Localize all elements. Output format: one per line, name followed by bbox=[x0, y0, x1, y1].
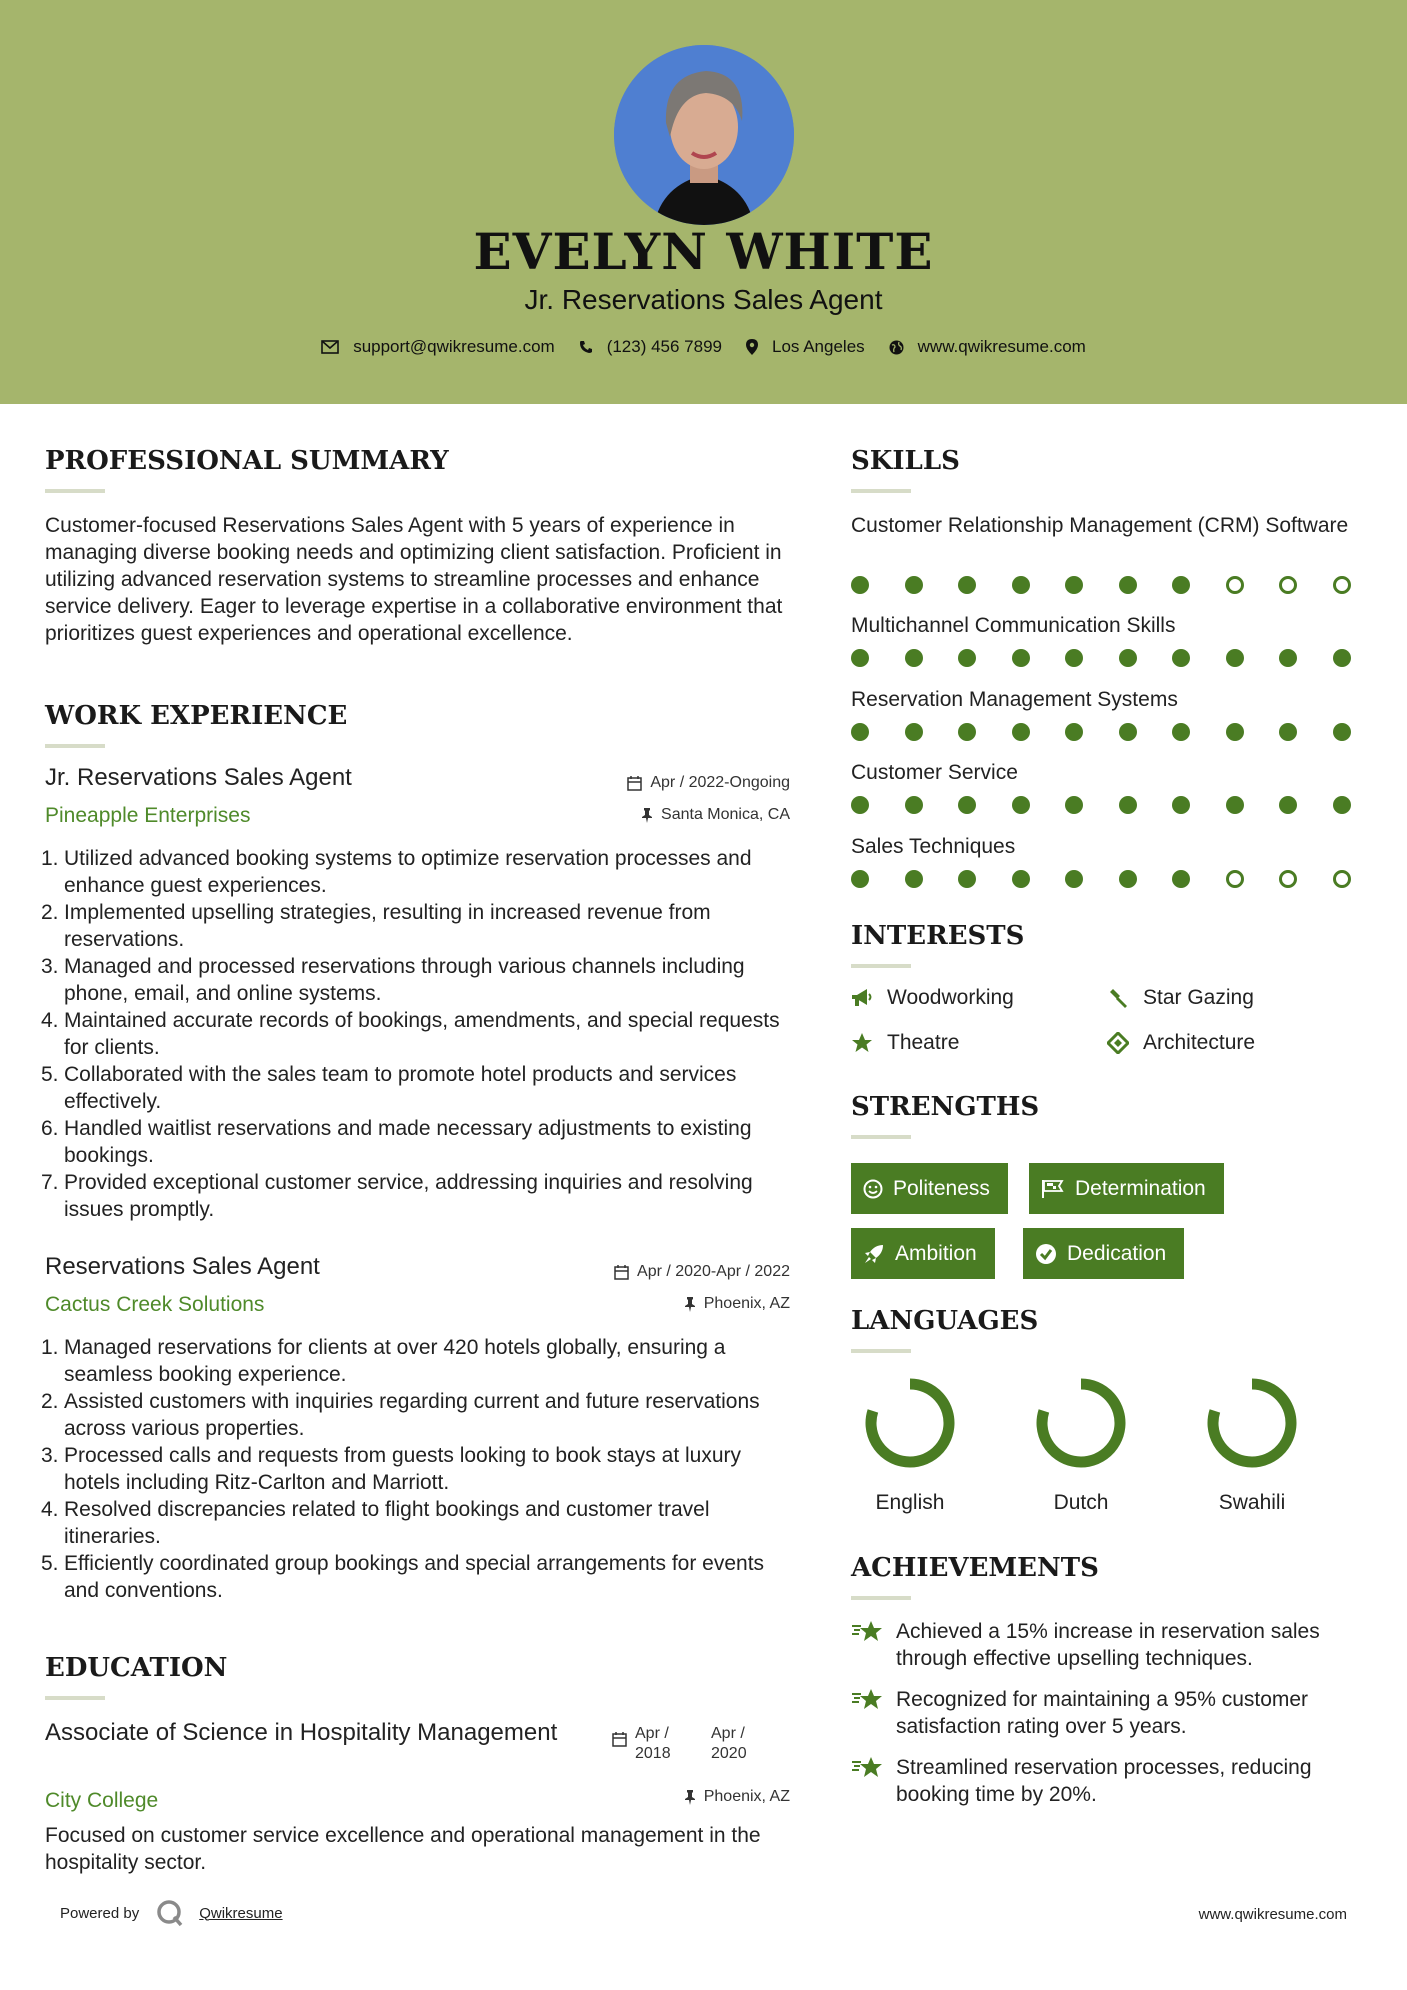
qwikresume-logo-icon bbox=[155, 1898, 185, 1928]
interest-item bbox=[1107, 986, 1254, 1010]
profile-photo bbox=[614, 45, 794, 225]
trophy-star-icon bbox=[851, 1688, 884, 1712]
strength-badge bbox=[851, 1163, 1008, 1214]
summary-underline bbox=[45, 489, 105, 493]
language-name: English bbox=[875, 1491, 945, 1514]
brand-link[interactable]: Qwikresume bbox=[199, 1904, 283, 1922]
education-heading: EDUCATION bbox=[45, 1653, 228, 1683]
strength-label: Politeness bbox=[893, 1176, 990, 1200]
list-item: 7. Provided exceptional customer service, addressing inquiries and resolving issues promptly. bbox=[41, 1171, 753, 1221]
resume-header bbox=[0, 0, 1407, 404]
calendar-icon bbox=[627, 776, 642, 791]
contact-phone[interactable] bbox=[579, 337, 722, 357]
trophy-star-icon bbox=[851, 1620, 884, 1644]
skill-rating bbox=[851, 796, 1351, 814]
skill-dot-filled bbox=[1279, 649, 1297, 667]
footer-powered-by bbox=[60, 1898, 283, 1928]
powered-by-text: Powered by bbox=[60, 1904, 140, 1922]
job-company: Pineapple Enterprises bbox=[45, 804, 251, 827]
phone-text: (123) 456 7899 bbox=[606, 337, 723, 356]
skill-dot-filled bbox=[1279, 723, 1297, 741]
achievement-item bbox=[851, 1618, 1371, 1672]
skill-dot-filled bbox=[905, 870, 923, 888]
list-item: 3. Managed and processed reservations through various channels including phone, email, and online systems. bbox=[41, 955, 745, 1005]
interest-label: Star Gazing bbox=[1143, 986, 1254, 1009]
skill-dot-filled bbox=[1119, 870, 1137, 888]
experience-heading: WORK EXPERIENCE bbox=[45, 701, 348, 731]
envelope-icon bbox=[321, 340, 339, 354]
megaphone-icon bbox=[851, 988, 873, 1008]
achievement-text: Recognized for maintaining a 95% customer satisfaction rating over 5 years. bbox=[896, 1688, 1309, 1738]
list-item: 5. Efficiently coordinated group bookings and special arrangements for events and conventions. bbox=[41, 1552, 765, 1602]
skill-dot-filled bbox=[1172, 649, 1190, 667]
skill-dot-filled bbox=[905, 576, 923, 594]
list-item: 3. Processed calls and requests from guests looking to book stays at luxury hotels including Ritz-Carlton and Marriott. bbox=[41, 1444, 742, 1494]
skill-dot-filled bbox=[1012, 870, 1030, 888]
skill-name: Sales Techniques bbox=[851, 835, 1016, 858]
skill-rating bbox=[851, 870, 1351, 888]
bullet-text: Utilized advanced booking systems to optimize reservation processes and enhance guest experiences. bbox=[64, 847, 752, 897]
skill-dot-empty bbox=[1226, 870, 1244, 888]
rocket-icon bbox=[863, 1243, 885, 1265]
bullet-text: Managed reservations for clients at over 420 hotels globally, ensuring a seamless booking experience. bbox=[64, 1336, 726, 1386]
smile-icon bbox=[863, 1179, 883, 1199]
skill-dot-filled bbox=[851, 870, 869, 888]
job-dates bbox=[540, 1263, 790, 1281]
language-ring-arc bbox=[1042, 1384, 1120, 1462]
summary-text: Customer-focused Reservations Sales Agent with 5 years of experience in managing diverse booking needs and optimizing client satisfaction. Proficient in utilizing advanced reservation systems to streamline processes and enhance service delivery. Eager to leverage expertise in a collaborative environment that prioritizes guest experiences and operational excellence. bbox=[45, 514, 783, 645]
skill-dot-empty bbox=[1226, 576, 1244, 594]
skill-dot-filled bbox=[1333, 649, 1351, 667]
list-item: 1. Utilized advanced booking systems to optimize reservation processes and enhance guest experiences. bbox=[41, 847, 752, 897]
skill-rating bbox=[851, 723, 1351, 741]
skill-dot-filled bbox=[958, 723, 976, 741]
skill-dot-filled bbox=[1172, 796, 1190, 814]
strength-badge bbox=[1029, 1163, 1224, 1214]
experience-underline bbox=[45, 744, 105, 748]
strength-label: Ambition bbox=[895, 1241, 977, 1265]
interest-label: Architecture bbox=[1143, 1031, 1256, 1054]
skill-dot-filled bbox=[1065, 870, 1083, 888]
interest-item bbox=[851, 1031, 959, 1055]
skill-dot-filled bbox=[1119, 796, 1137, 814]
strength-label: Determination bbox=[1075, 1176, 1206, 1200]
job-bullets bbox=[41, 1334, 797, 1604]
skills-underline bbox=[851, 489, 911, 493]
strength-badge bbox=[851, 1228, 995, 1279]
job-title: Jr. Reservations Sales Agent bbox=[45, 764, 352, 791]
skill-dot-filled bbox=[905, 723, 923, 741]
achievement-item bbox=[851, 1754, 1371, 1808]
skill-dot-filled bbox=[1065, 796, 1083, 814]
skill-name: Reservation Management Systems bbox=[851, 688, 1178, 711]
skill-dot-filled bbox=[1172, 870, 1190, 888]
achievements-heading: ACHIEVEMENTS bbox=[851, 1553, 1099, 1583]
skill-dot-empty bbox=[1279, 870, 1297, 888]
bullet-text: Resolved discrepancies related to flight bookings and customer travel itineraries. bbox=[64, 1498, 710, 1548]
list-item: 2. Implemented upselling strategies, resulting in increased revenue from reservations. bbox=[41, 901, 711, 951]
skill-dot-filled bbox=[1012, 796, 1030, 814]
bullet-text: Managed and processed reservations through various channels including phone, email, and online systems. bbox=[64, 955, 745, 1005]
location-text: Los Angeles bbox=[772, 337, 865, 356]
education-end: Apr / 2020 bbox=[711, 1725, 747, 1762]
globe-icon bbox=[889, 340, 904, 355]
school-name: City College bbox=[45, 1789, 159, 1812]
skill-dot-filled bbox=[851, 796, 869, 814]
skill-dot-filled bbox=[1065, 649, 1083, 667]
job-location bbox=[540, 1295, 790, 1313]
star-icon bbox=[851, 1032, 873, 1054]
interest-item bbox=[851, 986, 1014, 1010]
skill-rating bbox=[851, 576, 1351, 594]
flag-icon bbox=[1041, 1179, 1065, 1199]
skill-dot-filled bbox=[1012, 576, 1030, 594]
skill-dot-filled bbox=[1119, 723, 1137, 741]
skill-dot-filled bbox=[1065, 723, 1083, 741]
bullet-text: Processed calls and requests from guests looking to book stays at luxury hotels including Ritz-Carlton and Marriott. bbox=[64, 1444, 742, 1494]
skill-name: Customer Relationship Management (CRM) Software bbox=[851, 514, 1349, 537]
interest-item bbox=[1107, 1031, 1255, 1055]
job-location-text: Phoenix, AZ bbox=[703, 1295, 790, 1312]
skill-dot-filled bbox=[1279, 796, 1297, 814]
job-dates bbox=[540, 774, 790, 792]
job-company: Cactus Creek Solutions bbox=[45, 1293, 265, 1316]
interests-heading: INTERESTS bbox=[851, 921, 1025, 951]
language-ring-arc bbox=[871, 1384, 949, 1462]
bullet-text: Collaborated with the sales team to promote hotel products and services effectively. bbox=[64, 1063, 737, 1113]
skill-dot-filled bbox=[1226, 649, 1244, 667]
bullet-text: Handled waitlist reservations and made necessary adjustments to existing bookings. bbox=[64, 1117, 752, 1167]
bullet-text: Provided exceptional customer service, addressing inquiries and resolving issues promptly. bbox=[64, 1171, 753, 1221]
list-item: 4. Maintained accurate records of bookings, amendments, and special requests for clients. bbox=[41, 1009, 780, 1059]
pushpin-icon bbox=[684, 1790, 696, 1805]
skill-dot-filled bbox=[851, 723, 869, 741]
skill-dot-filled bbox=[1333, 723, 1351, 741]
job-dates-text: Apr / 2022-Ongoing bbox=[650, 774, 790, 791]
degree-title: Associate of Science in Hospitality Management bbox=[45, 1719, 558, 1746]
calendar-icon bbox=[614, 1265, 629, 1280]
education-start: Apr / 2018 bbox=[635, 1725, 671, 1762]
education-location-text: Phoenix, AZ bbox=[703, 1788, 790, 1805]
candidate-role: Jr. Reservations Sales Agent bbox=[524, 284, 883, 315]
bullet-text: Assisted customers with inquiries regarding current and future reservations across various properties. bbox=[64, 1390, 760, 1440]
achievement-text: Achieved a 15% increase in reservation sales through effective upselling techniques. bbox=[896, 1620, 1320, 1670]
education-underline bbox=[45, 1696, 105, 1700]
ticket-icon bbox=[1107, 1032, 1129, 1054]
skill-dot-filled bbox=[1226, 796, 1244, 814]
skill-name: Multichannel Communication Skills bbox=[851, 614, 1176, 637]
education-description: Focused on customer service excellence and operational management in the hospitality sector. bbox=[45, 1824, 761, 1874]
skill-dot-filled bbox=[958, 796, 976, 814]
trophy-star-icon bbox=[851, 1756, 884, 1780]
skill-dot-filled bbox=[1333, 796, 1351, 814]
job-bullets bbox=[41, 845, 797, 1223]
list-item: 1. Managed reservations for clients at over 420 hotels globally, ensuring a seamless booking experience. bbox=[41, 1336, 726, 1386]
job-location-text: Santa Monica, CA bbox=[661, 806, 790, 823]
list-item: 6. Handled waitlist reservations and made necessary adjustments to existing bookings. bbox=[41, 1117, 752, 1167]
footer-website[interactable]: www.qwikresume.com bbox=[1198, 1906, 1347, 1923]
interests-underline bbox=[851, 964, 911, 968]
skill-dot-filled bbox=[1119, 576, 1137, 594]
job-dates-text: Apr / 2020-Apr / 2022 bbox=[637, 1263, 790, 1280]
contact-bar bbox=[0, 337, 1407, 357]
skill-name: Customer Service bbox=[851, 761, 1018, 784]
contact-website[interactable] bbox=[889, 337, 1086, 357]
skill-dot-filled bbox=[1012, 649, 1030, 667]
strength-badge bbox=[1023, 1228, 1184, 1279]
languages-underline bbox=[851, 1349, 911, 1353]
bullet-text: Efficiently coordinated group bookings and special arrangements for events and conventions. bbox=[64, 1552, 765, 1602]
language-name: Dutch bbox=[1053, 1491, 1109, 1514]
skill-dot-filled bbox=[905, 649, 923, 667]
language-ring-arc bbox=[1213, 1384, 1291, 1462]
achievement-text: Streamlined reservation processes, reducing booking time by 20%. bbox=[896, 1756, 1312, 1806]
skill-dot-filled bbox=[958, 870, 976, 888]
phone-icon bbox=[579, 340, 593, 354]
gavel-icon bbox=[1107, 987, 1129, 1009]
skill-dot-filled bbox=[1172, 723, 1190, 741]
skill-dot-empty bbox=[1279, 576, 1297, 594]
email-text: support@qwikresume.com bbox=[353, 337, 555, 356]
candidate-name: EVELYN WHITE bbox=[473, 222, 934, 281]
skill-dot-filled bbox=[958, 576, 976, 594]
skill-dot-filled bbox=[958, 649, 976, 667]
skill-dot-filled bbox=[905, 796, 923, 814]
list-item: 4. Resolved discrepancies related to flight bookings and customer travel itineraries. bbox=[41, 1498, 710, 1548]
check-circle-icon bbox=[1035, 1243, 1057, 1265]
languages-heading: LANGUAGES bbox=[851, 1306, 1039, 1336]
skill-dot-filled bbox=[851, 649, 869, 667]
skill-dot-filled bbox=[1065, 576, 1083, 594]
calendar-icon bbox=[612, 1732, 627, 1747]
contact-location bbox=[746, 337, 865, 357]
strength-label: Dedication bbox=[1067, 1241, 1167, 1265]
list-item: 2. Assisted customers with inquiries regarding current and future reservations across various properties. bbox=[41, 1390, 760, 1440]
skill-dot-filled bbox=[851, 576, 869, 594]
education-location bbox=[540, 1788, 790, 1806]
interest-label: Woodworking bbox=[887, 986, 1014, 1009]
interest-label: Theatre bbox=[887, 1031, 960, 1054]
strengths-underline bbox=[851, 1135, 911, 1139]
contact-email[interactable] bbox=[321, 337, 555, 357]
list-item: 5. Collaborated with the sales team to promote hotel products and services effectively. bbox=[41, 1063, 737, 1113]
language-name: Swahili bbox=[1218, 1491, 1286, 1514]
job-title: Reservations Sales Agent bbox=[45, 1253, 320, 1280]
skill-dot-filled bbox=[1172, 576, 1190, 594]
language-rings bbox=[851, 1370, 1371, 1480]
skill-rating bbox=[851, 649, 1351, 667]
portrait-image bbox=[614, 45, 794, 225]
website-text: www.qwikresume.com bbox=[917, 337, 1086, 356]
achievement-item bbox=[851, 1686, 1371, 1740]
pushpin-icon bbox=[641, 808, 653, 823]
skill-dot-empty bbox=[1333, 870, 1351, 888]
achievements-underline bbox=[851, 1596, 911, 1600]
strengths-heading: STRENGTHS bbox=[851, 1092, 1040, 1122]
skill-dot-filled bbox=[1119, 649, 1137, 667]
summary-heading: PROFESSIONAL SUMMARY bbox=[45, 446, 449, 476]
bullet-text: Implemented upselling strategies, resulting in increased revenue from reservations. bbox=[64, 901, 711, 951]
bullet-text: Maintained accurate records of bookings, amendments, and special requests for clients. bbox=[64, 1009, 780, 1059]
skill-dot-empty bbox=[1333, 576, 1351, 594]
job-location bbox=[540, 806, 790, 824]
pushpin-icon bbox=[684, 1297, 696, 1312]
map-pin-icon bbox=[746, 339, 758, 355]
skill-dot-filled bbox=[1012, 723, 1030, 741]
education-dates bbox=[612, 1724, 775, 1764]
skill-dot-filled bbox=[1226, 723, 1244, 741]
skills-heading: SKILLS bbox=[851, 446, 960, 476]
